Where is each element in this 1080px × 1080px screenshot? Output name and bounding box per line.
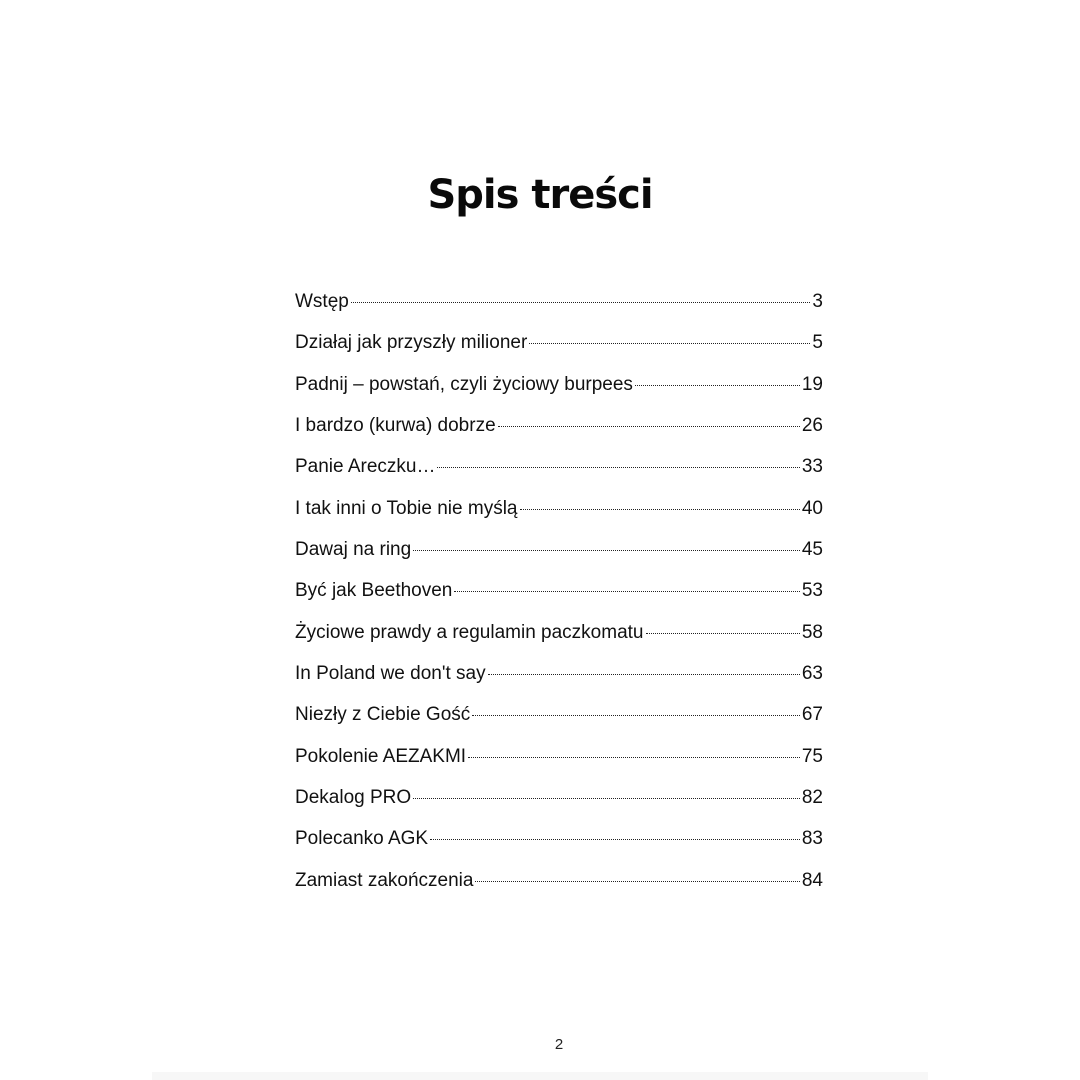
toc-entry [295, 699, 823, 740]
toc-entry-page: 75 [801, 745, 823, 767]
toc-entry-page: 19 [801, 373, 823, 395]
toc-entry-title: Panie Areczku… [295, 456, 436, 478]
toc-dot-leader [498, 426, 800, 427]
table-of-contents [295, 286, 823, 906]
toc-entry-page: 67 [801, 704, 823, 726]
toc-dot-leader [635, 385, 800, 386]
toc-entry-title: Dekalog PRO [295, 787, 412, 809]
toc-dot-leader [520, 509, 800, 510]
toc-dot-leader [529, 343, 810, 344]
toc-dot-leader [454, 591, 799, 592]
toc-entry [295, 286, 823, 327]
toc-dot-leader [351, 302, 811, 303]
toc-entry-title: Zamiast zakończenia [295, 869, 474, 891]
toc-entry-page: 5 [812, 332, 823, 354]
toc-entry [295, 865, 823, 906]
toc-dot-leader [413, 550, 800, 551]
page-number: 2 [554, 1036, 564, 1053]
toc-entry-page: 83 [801, 828, 823, 850]
toc-entry [295, 451, 823, 492]
toc-entry-title: Życiowe prawdy a regulamin paczkomatu [295, 621, 644, 643]
toc-entry [295, 575, 823, 616]
toc-entry-page: 84 [801, 869, 823, 891]
toc-entry-page: 40 [801, 497, 823, 519]
toc-dot-leader [468, 757, 800, 758]
toc-dot-leader [430, 839, 800, 840]
toc-entry-title: I bardzo (kurwa) dobrze [295, 415, 496, 437]
toc-entry [295, 410, 823, 451]
toc-entry-page: 3 [812, 291, 823, 312]
toc-entry-title: I tak inni o Tobie nie myślą [295, 497, 518, 519]
toc-entry [295, 823, 823, 864]
toc-entry-page: 53 [801, 580, 823, 602]
toc-entry [295, 617, 823, 658]
toc-entry-page: 26 [801, 415, 823, 437]
page-title: Spis treści [427, 172, 653, 218]
toc-dot-leader [472, 715, 800, 716]
toc-entry-title: Polecanko AGK [295, 828, 429, 850]
toc-entry [295, 782, 823, 823]
toc-entry-title: In Poland we don't say [295, 663, 486, 685]
toc-dot-leader [488, 674, 800, 675]
page-bottom-edge [152, 1072, 928, 1080]
toc-dot-leader [475, 881, 799, 882]
toc-entry-title: Niezły z Ciebie Gość [295, 704, 471, 726]
toc-entry-page: 33 [801, 456, 823, 478]
toc-entry-page: 58 [801, 621, 823, 643]
toc-entry-page: 82 [801, 787, 823, 809]
toc-entry-title: Dawaj na ring [295, 539, 412, 561]
toc-entry [295, 741, 823, 782]
toc-entry-title: Być jak Beethoven [295, 580, 453, 602]
toc-entry-title: Pokolenie AEZAKMI [295, 745, 467, 767]
toc-entry-title: Wstęp [295, 291, 349, 312]
toc-entry [295, 493, 823, 534]
toc-entry [295, 658, 823, 699]
toc-entry [295, 369, 823, 410]
toc-entry [295, 534, 823, 575]
toc-entry [295, 327, 823, 368]
toc-dot-leader [646, 633, 800, 634]
toc-entry-page: 45 [801, 539, 823, 561]
toc-entry-title: Działaj jak przyszły milioner [295, 332, 528, 354]
toc-entry-title: Padnij – powstań, czyli życiowy burpees [295, 373, 633, 395]
toc-dot-leader [437, 467, 799, 468]
toc-entry-page: 63 [801, 663, 823, 685]
toc-dot-leader [413, 798, 800, 799]
